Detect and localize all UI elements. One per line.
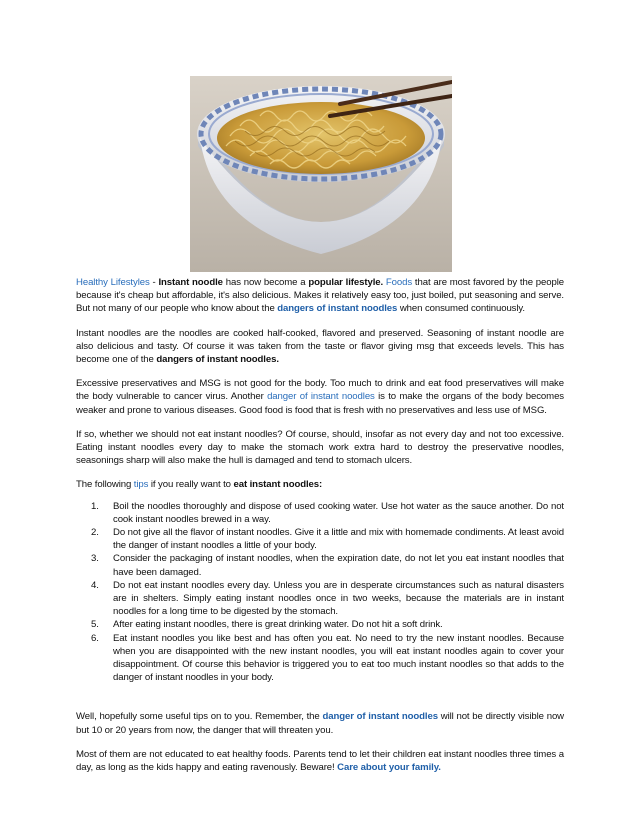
tips-list [76,500,564,685]
list-text: Consider the packaging of instant noodles, when the expiration date, do not let you eat instant noodles that have been damaged. [113,553,564,578]
bold-text: eat instant noodles: [233,479,323,491]
paragraph-tips-intro [76,478,564,491]
list-item [91,618,564,631]
text: if you really want to [148,479,234,491]
text: is to make the organs of the body becomes weaker and prone to various diseases. Good food is food that is fresh with no preservatives and less use of MSG. [76,391,564,416]
list-text: Eat instant noodles you like best and has often you eat. No need to try the new instant noodles. Because when you are disappointed with the new instant noodles, you will eat instant noodles again to cover your disappointment. Of course this behavior is triggered you to eat too much instant noodles so that adds to the danger of instant noodles in your body. [113,632,564,684]
text: If so, whether we should not eat instant noodles? Of course, should, insofar as not every day and not too excessive. Eating instant noodles every day to make the stomach work extra hard to destroy the preservative noodles, seasonings sharp will also make the hull is damaged and tend to stomach ulcers. [76,428,564,467]
paragraph-definition [76,327,564,367]
text: has now become a [222,277,309,288]
noodle-bowl-icon [190,76,452,272]
list-number: 1. [91,500,99,512]
paragraph-intro [76,276,564,316]
text: that are most favored by the people because it's cheap but affordable, it's also delicious. Makes it relatively easy too, just boiled, put seasoning and serve. But not many of our people who know about the [76,277,565,315]
list-item [91,632,564,685]
paragraph-family [76,748,564,774]
list-number: 3. [91,553,99,565]
link-dangers-of-instant-noodles[interactable]: dangers of instant noodles [277,303,398,315]
text: The following [76,479,134,491]
bold-text: dangers of instant noodles. [156,354,279,366]
link-tips[interactable]: tips [133,479,149,491]
link-care-about-your-family[interactable]: Care about your family. [337,762,441,774]
paragraph-preservatives [76,377,564,417]
list-text: Do not eat instant noodles every day. Unless you are in desperate circumstances such as natural disasters are in shelters. Simply eating instant noodles once in two weeks, because the materials are in instant noodles for a long time to be digested by the stomach. [113,579,564,618]
link-foods[interactable]: Foods [385,277,413,288]
article-body [76,276,564,785]
noodle-bowl-photo [190,76,452,272]
link-healthy-lifestyles[interactable]: Healthy Lifestyles [76,277,150,288]
link-danger-of-instant-noodles[interactable]: danger of instant noodles [267,391,375,403]
text: Most of them are not educated to eat healthy foods. Parents tend to let their children eat instant noodles three times a day, as long as the kids happy and eating ravenously. Beware! [76,748,564,774]
list-item [91,579,564,619]
spacer [76,684,564,710]
paragraph-should-we-eat [76,428,564,468]
text: - [149,277,159,288]
list-number: 4. [91,579,99,591]
paragraph-conclusion [76,710,564,736]
text: Excessive preservatives and MSG is not good for the body. Too much to drink and eat food preservatives will make the body vulnerable to cancer virus. Another [76,378,564,403]
text: when consumed continuously. [397,303,525,315]
list-text: After eating instant noodles, there is great drinking water. Do not hit a soft drink. [113,619,443,631]
list-text: Do not give all the flavor of instant noodles. Give it a little and mix with homemade condiments. At least avoid the danger of instant noodles a little of your body. [113,527,564,552]
list-item [91,526,564,552]
list-item [91,552,564,578]
list-number: 2. [91,527,99,539]
bold-text: popular lifestyle. [308,277,384,288]
list-text: Boil the noodles thoroughly and dispose of used cooking water. Use hot water as the sauce another. Do not cook instant noodles brewed in a way. [113,500,564,525]
list-number: 5. [91,619,99,631]
list-item [91,500,564,526]
text: Instant noodles are the noodles are cooked half-cooked, flavored and preserved. Seasoning of instant noodle are also delicious and tasty. Of course it was taken from the taste or flavor giving msg that exceeds levels. This has become one of the [76,327,564,366]
list-number: 6. [91,632,99,644]
bold-text: Instant noodle [158,277,223,288]
text: Well, hopefully some useful tips on to you. Remember, the [76,711,323,723]
text: will not be directly visible now but 10 or 20 years from now, the danger that will threaten you. [76,711,565,736]
link-danger-of-instant-noodles-2[interactable]: danger of instant noodles [322,711,438,723]
